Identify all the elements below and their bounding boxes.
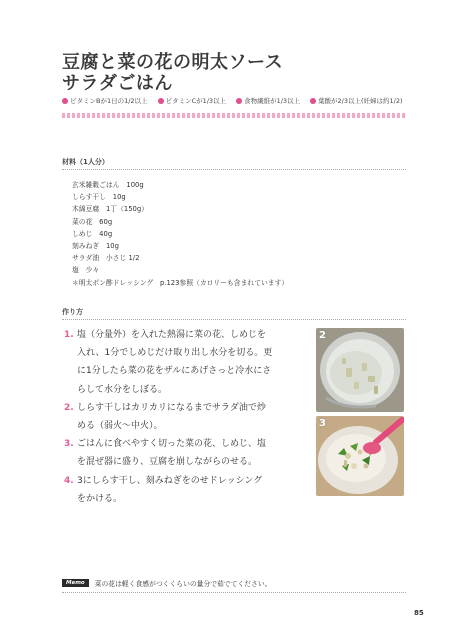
ingredient-item: しめじ 40g	[72, 229, 113, 238]
memo-text: 菜の花は軽く食感がつくくらいの量分で茹でてください。	[94, 580, 272, 588]
step-line: をかける。	[77, 493, 123, 504]
title-line-2: サラダごはん	[62, 73, 173, 94]
step-1	[64, 326, 304, 399]
ingredients-heading: 材料（1人分）	[62, 158, 109, 166]
photo-step-number: 2	[319, 330, 326, 341]
nutrition-tags	[62, 96, 403, 105]
step-photo-boiling	[316, 328, 404, 412]
bullet-dot-icon	[158, 98, 164, 104]
page-number: 85	[414, 609, 424, 617]
step-3	[64, 435, 304, 471]
recipe-title	[62, 52, 283, 94]
memo-note	[62, 578, 271, 588]
nutrition-tag: 食物繊維が1/3以上	[236, 96, 300, 105]
step-line: しらす干しはカリカリになるまでサラダ油で炒	[77, 402, 266, 413]
step-photo-mixing	[316, 416, 404, 496]
ingredients-list	[72, 179, 288, 289]
ingredient-item: サラダ油 小さじ 1/2	[72, 254, 140, 263]
step-2	[64, 399, 304, 435]
ingredient-item: 刻みねぎ 10g	[72, 242, 119, 251]
step-4	[64, 472, 304, 508]
step-line: を混ぜ器に盛り、豆腐を崩しながらのせる。	[77, 457, 258, 468]
ingredient-item: 木綿豆腐 1丁（150g）	[72, 205, 148, 214]
step-line: める（弱火〜中火）。	[77, 421, 163, 432]
step-number: 4.	[64, 475, 74, 486]
bullet-dot-icon	[236, 98, 242, 104]
nutrition-tag: ビタミンBが1日の1/2以上	[62, 96, 148, 105]
steps-list	[64, 326, 304, 508]
title-line-1: 豆腐と菜の花の明太ソース	[62, 52, 284, 73]
ingredient-item: 菜の花 60g	[72, 217, 113, 226]
ingredient-item: ＊明太ポン酢ドレッシング p.123参照（カロリーも含まれています）	[72, 278, 289, 287]
ingredients-rule	[62, 169, 406, 170]
step-line: ごはんに食べやすく切った菜の花、しめじ、塩	[77, 439, 267, 450]
method-heading: 作り方	[62, 308, 83, 316]
memo-badge: Memo	[62, 579, 89, 587]
decorative-divider	[62, 113, 406, 118]
step-number: 3.	[64, 439, 74, 450]
bullet-dot-icon	[62, 98, 68, 104]
ingredient-item: 塩 少々	[72, 266, 100, 275]
step-number: 1.	[64, 330, 74, 340]
step-number: 2.	[64, 402, 74, 413]
step-line: に1分したら菜の花をザルにあげさっと冷水にさ	[77, 366, 272, 377]
bullet-dot-icon	[310, 98, 316, 104]
step-line: らして水分をしぼる。	[77, 384, 168, 395]
step-line: 3にしらす干し、刻みねぎをのせドレッシング	[77, 475, 263, 486]
nutrition-tag: 葉酸が2/3以上(妊婦は約1/2)	[310, 96, 403, 105]
ingredient-item: 玄米雑穀ごはん 100g	[72, 181, 144, 189]
method-rule	[62, 319, 406, 320]
step-line: 入れ、1分でしめじだけ取り出し水分を切る。更	[77, 348, 273, 359]
photo-step-number: 3	[319, 418, 326, 429]
ingredient-item: しらす干し 10g	[72, 193, 126, 202]
step-line: 塩（分量外）を入れた熱湯に菜の花、しめじを	[77, 330, 267, 340]
nutrition-tag: ビタミンCが1/3以上	[158, 96, 227, 105]
memo-rule	[62, 592, 406, 593]
